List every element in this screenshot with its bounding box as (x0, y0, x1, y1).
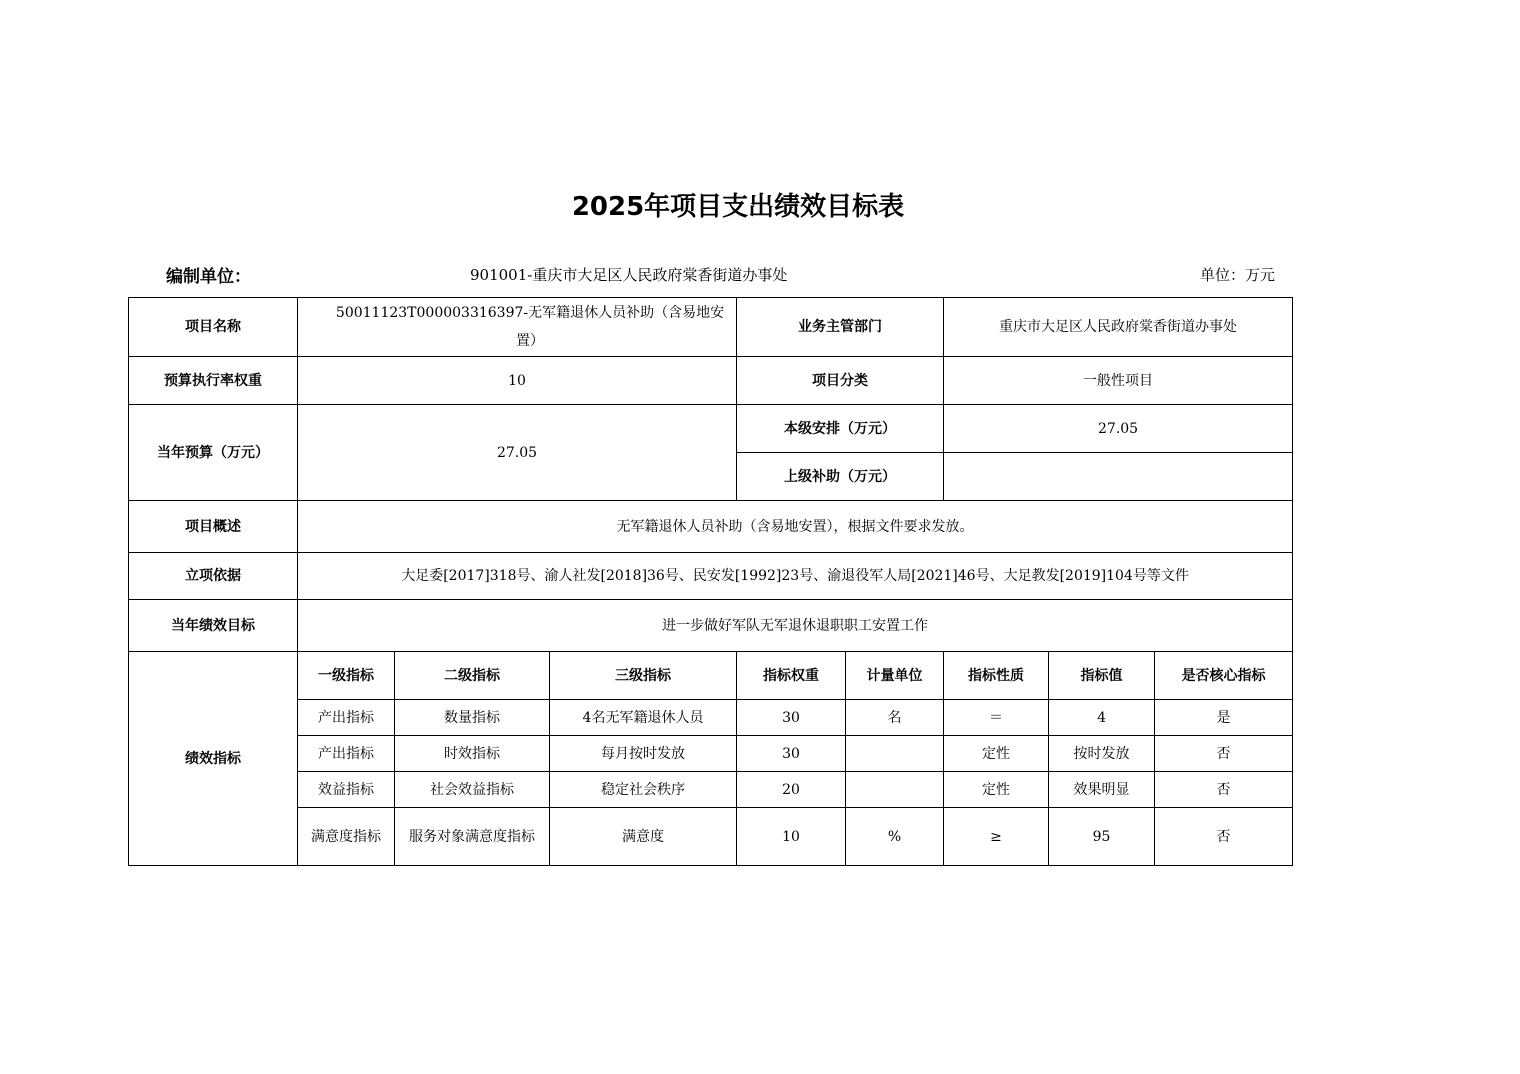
indicator-cell: 效益指标 (298, 772, 395, 808)
upper-label: 上级补助（万元） (737, 453, 944, 501)
indicator-cell: 否 (1155, 808, 1293, 866)
indicator-cell: 产出指标 (298, 700, 395, 736)
indicator-header: 计量单位 (846, 652, 944, 700)
indicator-cell: 服务对象满意度指标 (395, 808, 550, 866)
basis-value: 大足委[2017]318号、渝人社发[2018]36号、民安发[1992]23号、渝退役军人局[2021]46号、大足教发[2019]104号等文件 (298, 553, 1293, 600)
unit-label: 单位：万元 (1200, 266, 1276, 284)
indicator-cell: 社会效益指标 (395, 772, 550, 808)
budget-label: 当年预算（万元） (129, 405, 298, 501)
indicator-header: 是否核心指标 (1155, 652, 1293, 700)
indicator-header-row (129, 652, 1293, 700)
project-name-label: 项目名称 (129, 298, 298, 357)
indicator-cell: 满意度 (550, 808, 737, 866)
indicator-cell: 数量指标 (395, 700, 550, 736)
indicator-cell: 效果明显 (1049, 772, 1155, 808)
indicator-cell: 是 (1155, 700, 1293, 736)
indicator-cell: 定性 (944, 736, 1049, 772)
indicators-label: 绩效指标 (129, 652, 298, 866)
indicator-cell (846, 772, 944, 808)
goal-value: 进一步做好军队无军退休退职职工安置工作 (298, 600, 1293, 652)
indicator-row (129, 736, 1293, 772)
exec-weight-value: 10 (298, 357, 737, 405)
goal-label: 当年绩效目标 (129, 600, 298, 652)
indicator-cell: 按时发放 (1049, 736, 1155, 772)
indicator-row (129, 700, 1293, 736)
indicator-cell: 95 (1049, 808, 1155, 866)
indicator-cell: 时效指标 (395, 736, 550, 772)
indicator-cell: 否 (1155, 736, 1293, 772)
indicator-header: 一级指标 (298, 652, 395, 700)
row-budget-local (129, 405, 1293, 453)
indicator-row (129, 808, 1293, 866)
row-exec-weight (129, 357, 1293, 405)
indicator-row (129, 772, 1293, 808)
overview-label: 项目概述 (129, 501, 298, 553)
category-label: 项目分类 (737, 357, 944, 405)
indicator-header: 三级指标 (550, 652, 737, 700)
row-goal (129, 600, 1293, 652)
indicator-header: 指标值 (1049, 652, 1155, 700)
category-value: 一般性项目 (944, 357, 1293, 405)
indicator-cell (846, 736, 944, 772)
indicator-cell: 30 (737, 736, 846, 772)
local-label: 本级安排（万元） (737, 405, 944, 453)
basis-label: 立项依据 (129, 553, 298, 600)
overview-value: 无军籍退休人员补助（含易地安置），根据文件要求发放。 (298, 501, 1293, 553)
dept-value: 重庆市大足区人民政府棠香街道办事处 (944, 298, 1293, 357)
exec-weight-label: 预算执行率权重 (129, 357, 298, 405)
indicator-cell: 10 (737, 808, 846, 866)
indicator-cell: 否 (1155, 772, 1293, 808)
indicator-cell: % (846, 808, 944, 866)
indicator-header: 指标权重 (737, 652, 846, 700)
indicator-header: 指标性质 (944, 652, 1049, 700)
local-value: 27.05 (944, 405, 1293, 453)
performance-target-table (128, 297, 1293, 866)
budget-value: 27.05 (298, 405, 737, 501)
row-project-name (129, 298, 1293, 357)
org-label: 编制单位： (166, 267, 251, 287)
indicator-cell: 满意度指标 (298, 808, 395, 866)
indicator-cell: 每月按时发放 (550, 736, 737, 772)
indicator-cell: 稳定社会秩序 (550, 772, 737, 808)
project-name-value: 50011123T000003316397-无军籍退休人员补助（含易地安置） (298, 298, 737, 357)
indicator-cell: 4 (1049, 700, 1155, 736)
row-overview (129, 501, 1293, 553)
dept-label: 业务主管部门 (737, 298, 944, 357)
indicator-cell: 定性 (944, 772, 1049, 808)
org-value: 901001-重庆市大足区人民政府棠香街道办事处 (470, 266, 788, 284)
indicator-cell: 4名无军籍退休人员 (550, 700, 737, 736)
indicator-cell: ≥ (944, 808, 1049, 866)
page-title: 2025年项目支出绩效目标表 (571, 192, 905, 222)
indicator-cell: 20 (737, 772, 846, 808)
indicator-cell: 产出指标 (298, 736, 395, 772)
row-basis (129, 553, 1293, 600)
indicator-cell: 名 (846, 700, 944, 736)
indicator-header: 二级指标 (395, 652, 550, 700)
indicator-cell: 30 (737, 700, 846, 736)
upper-value (944, 453, 1293, 501)
indicator-cell: ＝ (944, 700, 1049, 736)
